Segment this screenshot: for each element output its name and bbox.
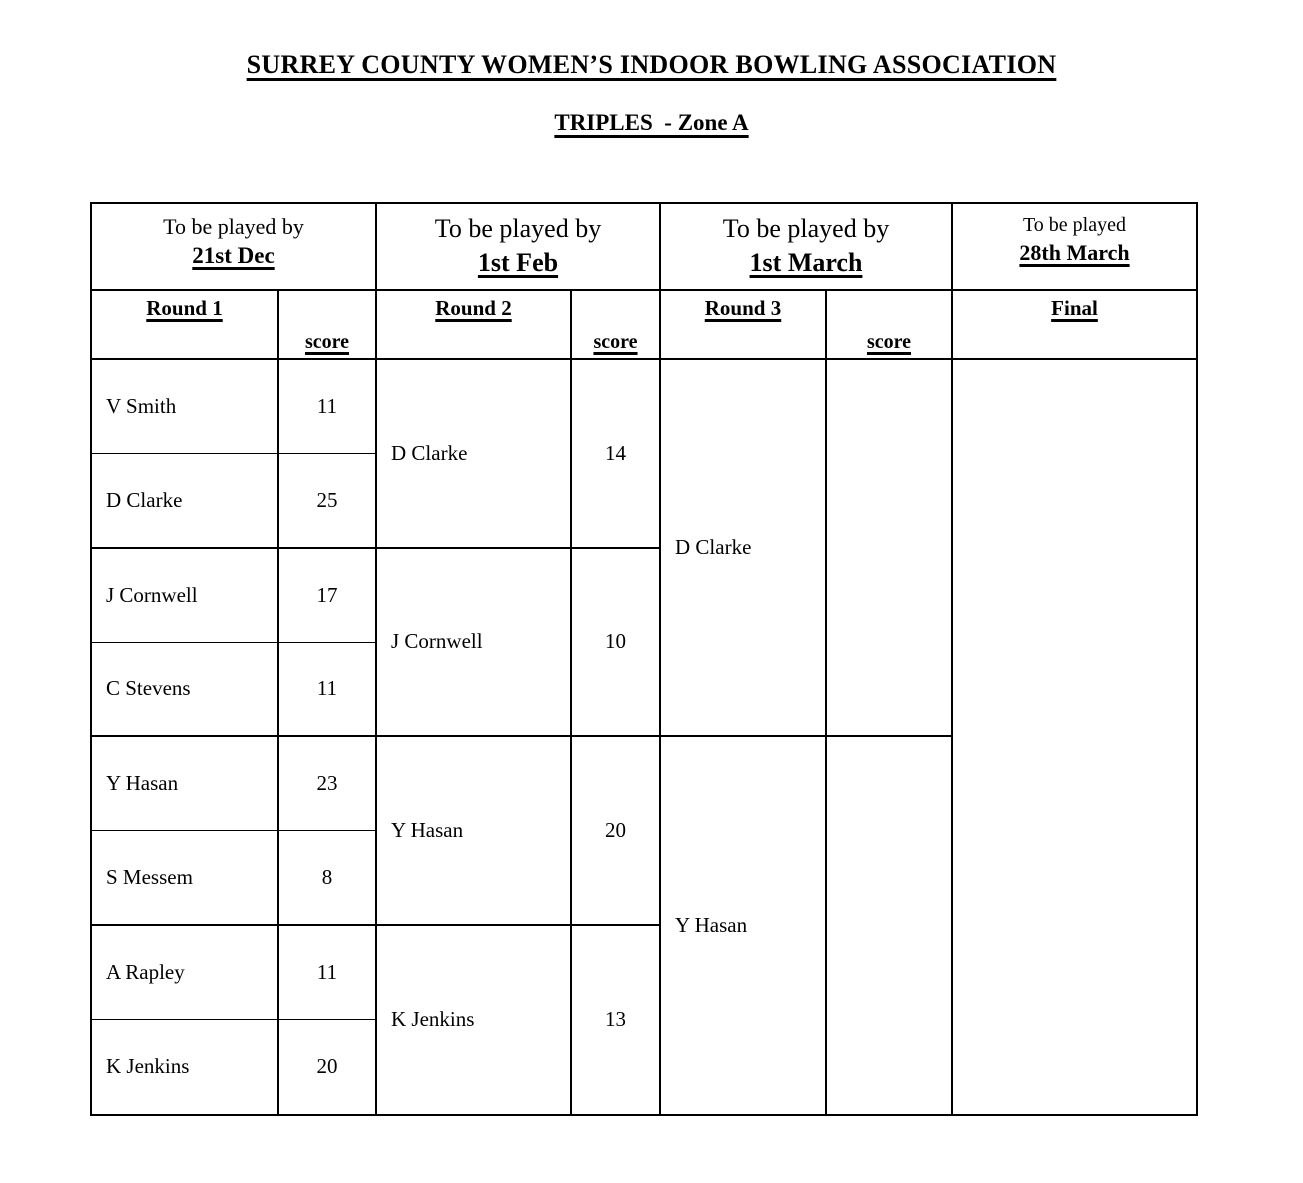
round-2-score-label: score <box>572 291 661 360</box>
deadline-header-round-3 <box>661 204 953 291</box>
r1-name-4: C Stevens <box>92 643 279 737</box>
deadline-date: 1st Feb <box>477 247 559 277</box>
r2-name-3: Y Hasan <box>377 737 572 926</box>
deadline-date: 1st March <box>749 247 863 277</box>
r1-name-1: V Smith <box>92 360 279 454</box>
deadline-header-round-1 <box>92 204 377 291</box>
deadline-header-final <box>953 204 1196 291</box>
r1-score-6: 8 <box>279 831 377 925</box>
deadline-date: 28th March <box>1019 240 1130 265</box>
deadline-header-round-2 <box>377 204 661 291</box>
r3-score-2 <box>827 737 953 1114</box>
r1-score-1: 11 <box>279 360 377 454</box>
r2-name-2: J Cornwell <box>377 549 572 738</box>
r1-score-7: 11 <box>279 926 377 1020</box>
page-title: SURREY COUNTY WOMEN’S INDOOR BOWLING ASSOCIATION <box>246 50 1057 79</box>
r2-score-2: 10 <box>572 549 661 738</box>
r1-name-7: A Rapley <box>92 926 279 1020</box>
r1-score-4: 11 <box>279 643 377 737</box>
r1-name-5: Y Hasan <box>92 737 279 831</box>
r2-name-1: D Clarke <box>377 360 572 549</box>
deadline-date: 21st Dec <box>192 242 275 268</box>
round-1-label: Round 1 <box>92 291 279 360</box>
r2-score-3: 20 <box>572 737 661 926</box>
r1-score-8: 20 <box>279 1020 377 1114</box>
r1-score-2: 25 <box>279 454 377 548</box>
r2-score-1: 14 <box>572 360 661 549</box>
deadline-prefix: To be played by <box>434 214 602 243</box>
r1-name-2: D Clarke <box>92 454 279 548</box>
deadline-prefix: To be played by <box>163 214 304 239</box>
r3-score-1 <box>827 360 953 737</box>
round-1-score-label: score <box>279 291 377 360</box>
deadline-prefix: To be played <box>1022 214 1126 236</box>
r1-name-3: J Cornwell <box>92 549 279 643</box>
r3-name-1: D Clarke <box>661 360 827 737</box>
r3-name-2: Y Hasan <box>661 737 827 1114</box>
bracket-table <box>90 202 1198 1116</box>
r2-score-4: 13 <box>572 926 661 1115</box>
round-2-label: Round 2 <box>377 291 572 360</box>
r1-score-5: 23 <box>279 737 377 831</box>
deadline-prefix: To be played by <box>722 214 890 243</box>
final-label: Final <box>953 291 1196 360</box>
final-winner-cell <box>953 360 1196 1114</box>
round-3-label: Round 3 <box>661 291 827 360</box>
r2-name-4: K Jenkins <box>377 926 572 1115</box>
r1-name-8: K Jenkins <box>92 1020 279 1114</box>
r1-score-3: 17 <box>279 549 377 643</box>
page-subtitle: TRIPLES - Zone A <box>554 110 749 135</box>
round-3-score-label: score <box>827 291 953 360</box>
r1-name-6: S Messem <box>92 831 279 925</box>
